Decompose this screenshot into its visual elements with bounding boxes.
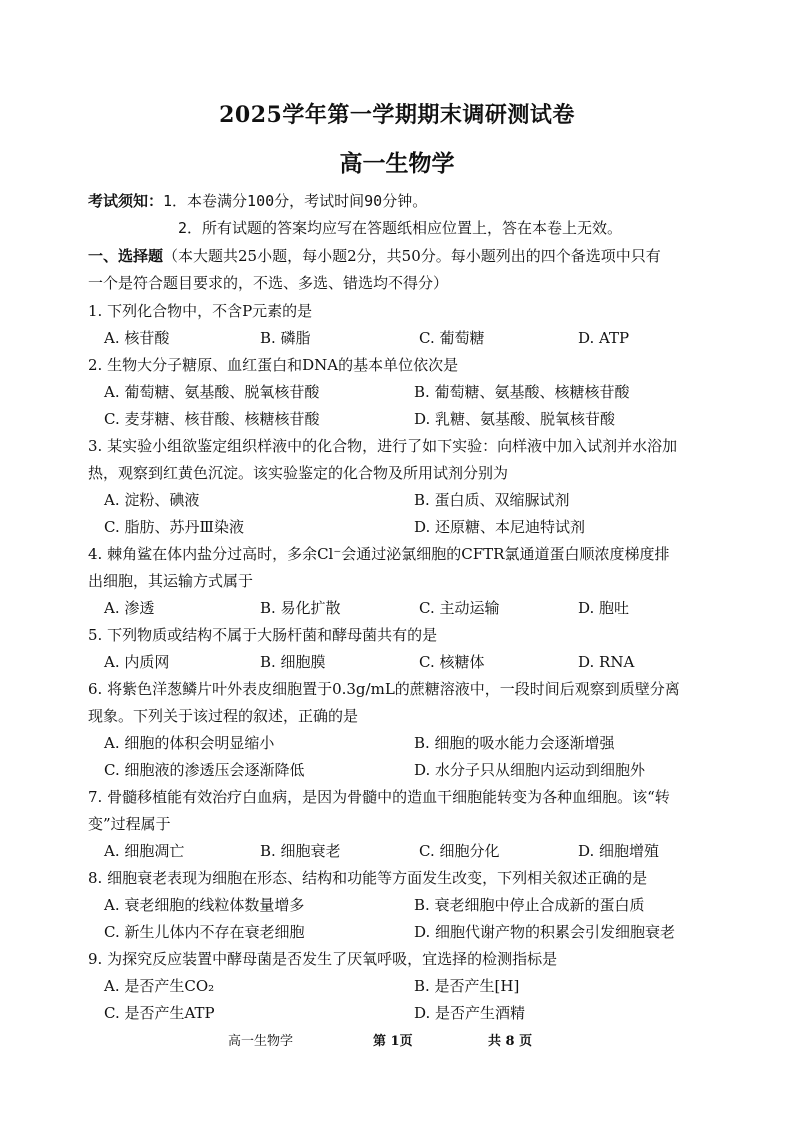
question-stem-cont: 变”过程属于 (88, 815, 171, 833)
option-d: D. 细胞增殖 (578, 842, 660, 860)
question-stem: 2. 生物大分子糖原、血红蛋白和DNA的基本单位依次是 (88, 356, 459, 374)
section-desc-1: （本大题共25小题，每小题2分，共50分。每小题列出的四个备选项中只有 (163, 247, 661, 265)
footer-page-number: 第 1页 (373, 1034, 413, 1049)
option-c: C. 麦芽糖、核苷酸、核糖核苷酸 (104, 410, 320, 428)
option-b: B. 磷脂 (260, 329, 311, 347)
option-b: B. 细胞膜 (260, 653, 326, 671)
section-desc-2: 一个是符合题目要求的，不选、多选、错选均不得分） (88, 274, 449, 292)
notice-item-2: 2．所有试题的答案均应写在答题纸相应位置上，答在本卷上无效。 (178, 219, 623, 237)
question-stem: 9. 为探究反应装置中酵母菌是否发生了厌氧呼吸，宜选择的检测指标是 (88, 950, 558, 968)
option-d: D. 水分子只从细胞内运动到细胞外 (414, 761, 646, 779)
option-c: C. 新生儿体内不存在衰老细胞 (104, 923, 305, 941)
question-stem: 1. 下列化合物中，不含P元素的是 (88, 302, 313, 320)
option-a: A. 是否产生CO₂ (104, 977, 215, 995)
option-d: D. 乳糖、氨基酸、脱氧核苷酸 (414, 410, 616, 428)
exam-title: 2025学年第一学期期末调研测试卷 (219, 102, 575, 128)
question-stem: 5. 下列物质或结构不属于大肠杆菌和酵母菌共有的是 (88, 626, 438, 644)
option-b: B. 细胞的吸水能力会逐渐增强 (414, 734, 615, 752)
option-a: A. 细胞凋亡 (104, 842, 185, 860)
option-a: A. 衰老细胞的线粒体数量增多 (104, 896, 305, 914)
option-b: B. 易化扩散 (260, 599, 341, 617)
notice-item-1: 1．本卷满分100分，考试时间90分钟。 (163, 192, 428, 210)
option-c: C. 细胞分化 (419, 842, 500, 860)
option-d: D. ATP (578, 329, 630, 347)
question-stem: 8. 细胞衰老表现为细胞在形态、结构和功能等方面发生改变，下列相关叙述正确的是 (88, 869, 648, 887)
option-d: D. 还原糖、本尼迪特试剂 (414, 518, 586, 536)
question-stem-cont: 出细胞，其运输方式属于 (88, 572, 254, 590)
question-stem-cont: 热，观察到红黄色沉淀。该实验鉴定的化合物及所用试剂分别为 (88, 464, 509, 482)
option-a: A. 核苷酸 (104, 329, 170, 347)
option-d: D. 是否产生酒精 (414, 1004, 526, 1022)
subject-title: 高一生物学 (339, 150, 455, 177)
question-stem: 7. 骨髓移植能有效治疗白血病，是因为骨髓中的造血干细胞能转变为各种血细胞。该“转 (88, 788, 670, 806)
footer-subject: 高一生物学 (228, 1034, 294, 1049)
notice-label: 考试须知： (88, 192, 164, 210)
option-a: A. 内质网 (104, 653, 170, 671)
option-c: C. 核糖体 (419, 653, 485, 671)
option-a: A. 渗透 (104, 599, 155, 617)
option-c: C. 细胞液的渗透压会逐渐降低 (104, 761, 305, 779)
option-a: A. 细胞的体积会明显缩小 (104, 734, 275, 752)
option-b: B. 葡萄糖、氨基酸、核糖核苷酸 (414, 383, 630, 401)
option-d: D. 胞吐 (578, 599, 630, 617)
section-heading-line (88, 246, 661, 266)
option-b: B. 是否产生[H] (414, 977, 520, 995)
option-b: B. 蛋白质、双缩脲试剂 (414, 491, 570, 509)
question-stem: 6. 将紫色洋葱鳞片叶外表皮细胞置于0.3g/mL的蔗糖溶液中，一段时间后观察到质壁分离 (88, 680, 680, 698)
option-a: A. 淀粉、碘液 (104, 491, 200, 509)
question-stem: 4. 棘角鲨在体内盐分过高时，多余Cl⁻会通过泌氯细胞的CFTR氯通道蛋白顺浓度梯度排 (88, 545, 670, 563)
notice-line-1 (88, 191, 427, 211)
question-stem-cont: 现象。下列关于该过程的叙述，正确的是 (88, 707, 359, 725)
footer-total-pages: 共 8 页 (488, 1034, 533, 1049)
option-d: D. RNA (578, 653, 635, 671)
option-a: A. 葡萄糖、氨基酸、脱氧核苷酸 (104, 383, 320, 401)
option-c: C. 脂肪、苏丹Ⅲ染液 (104, 518, 244, 536)
option-c: C. 葡萄糖 (419, 329, 485, 347)
option-d: D. 细胞代谢产物的积累会引发细胞衰老 (414, 923, 676, 941)
option-b: B. 衰老细胞中停止合成新的蛋白质 (414, 896, 645, 914)
option-c: C. 主动运输 (419, 599, 500, 617)
option-b: B. 细胞衰老 (260, 842, 341, 860)
section-heading: 一、选择题 (88, 247, 164, 265)
option-c: C. 是否产生ATP (104, 1004, 215, 1022)
question-stem: 3. 某实验小组欲鉴定组织样液中的化合物，进行了如下实验：向样液中加入试剂并水浴加 (88, 437, 678, 455)
